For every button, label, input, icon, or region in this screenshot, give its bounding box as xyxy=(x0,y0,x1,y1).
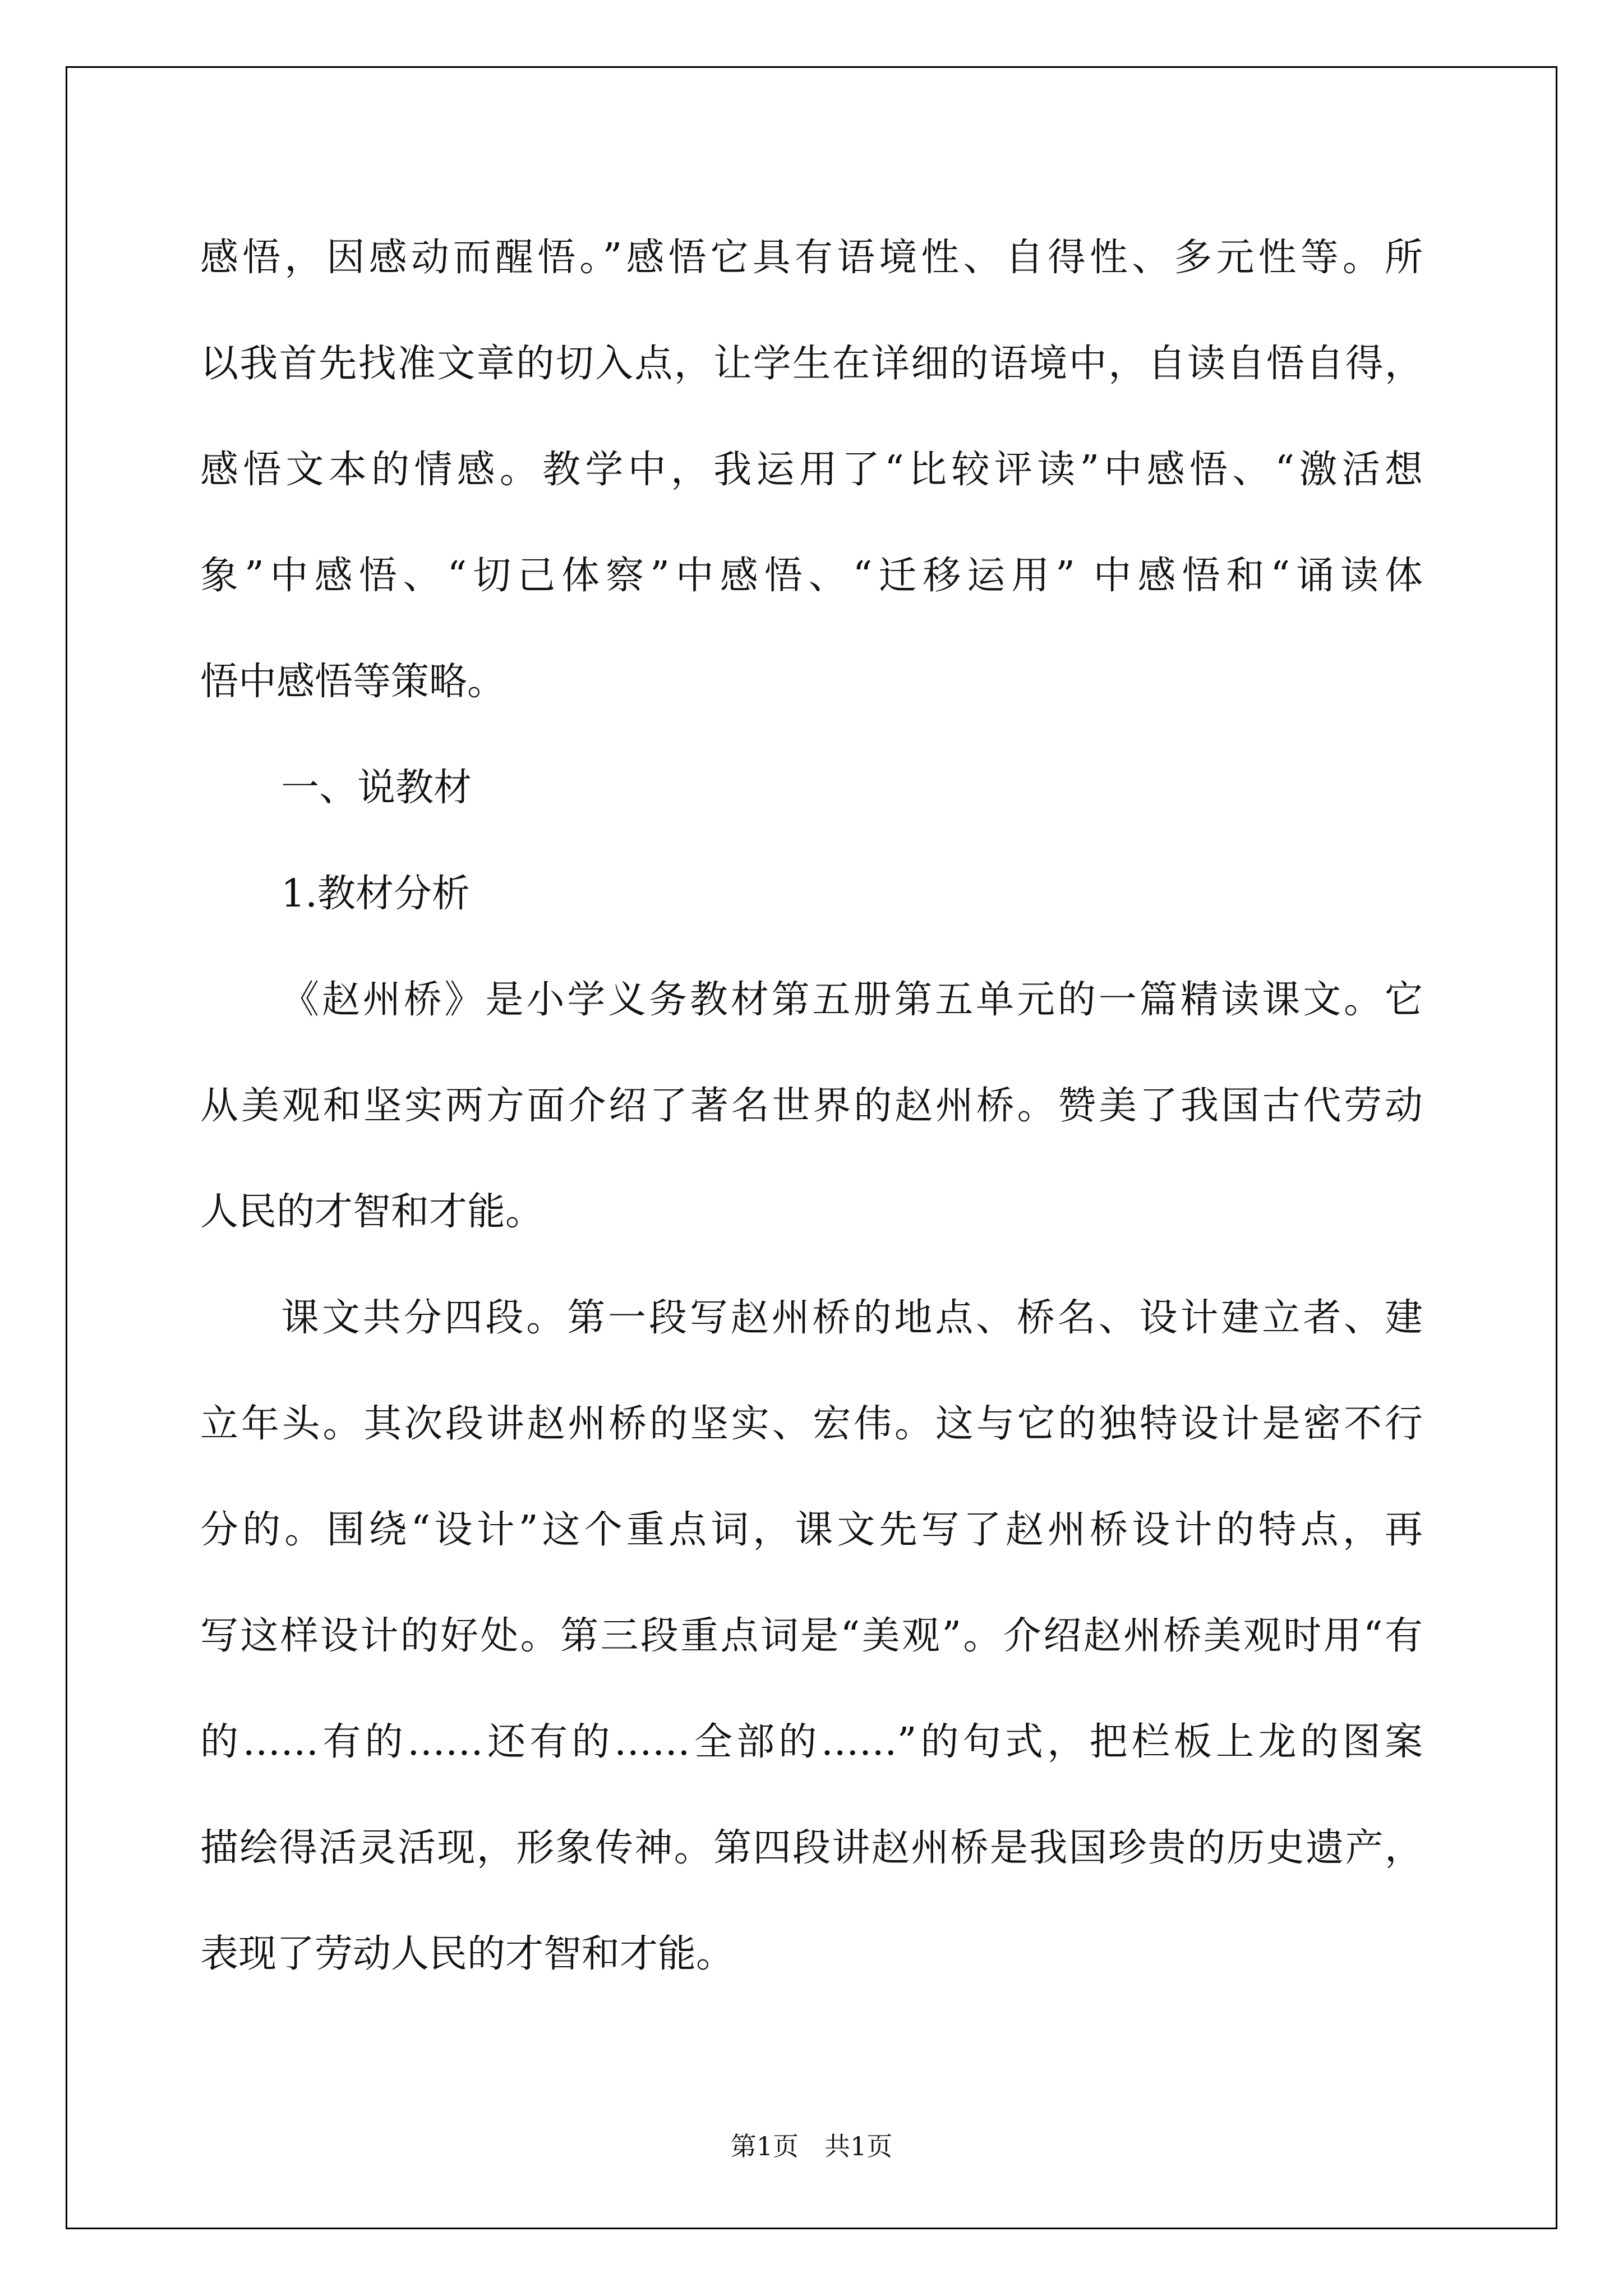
text-line-3: 感悟文本的情感。教学中，我运用了“比较评读”中感悟、“激活想 xyxy=(200,448,1423,492)
text-line-10: 人民的才智和才能。 xyxy=(200,1190,544,1234)
document-body xyxy=(200,205,1423,2007)
subsection-heading: 1.教材分析 xyxy=(281,872,470,916)
page-number-footer: 第1页 共1页 xyxy=(730,2131,893,2161)
text-line-11: 课文共分四段。第一段写赵州桥的地点、桥名、设计建立者、建 xyxy=(281,1296,1423,1340)
text-line-15: 的……有的……还有的……全部的……”的句式，把栏板上龙的图案 xyxy=(200,1720,1423,1764)
text-line-4: 象”中感悟、“切己体察”中感悟、“迁移运用” 中感悟和“诵读体 xyxy=(200,554,1423,598)
text-line-9: 从美观和坚实两方面介绍了著名世界的赵州桥。赞美了我国古代劳动 xyxy=(200,1084,1423,1128)
text-line-12: 立年头。其次段讲赵州桥的坚实、宏伟。这与它的独特设计是密不行 xyxy=(200,1402,1423,1446)
text-line-8: 《赵州桥》是小学义务教材第五册第五单元的一篇精读课文。它 xyxy=(281,978,1423,1022)
text-line-16: 描绘得活灵活现，形象传神。第四段讲赵州桥是我国珍贵的历史遗产， xyxy=(200,1826,1423,1870)
text-line-2: 以我首先找准文章的切入点，让学生在详细的语境中，自读自悟自得， xyxy=(200,342,1423,386)
section-heading: 一、说教材 xyxy=(281,766,472,810)
text-line-14: 写这样设计的好处。第三段重点词是“美观”。介绍赵州桥美观时用“有 xyxy=(200,1614,1423,1658)
text-line-13: 分的。围绕“设计”这个重点词，课文先写了赵州桥设计的特点，再 xyxy=(200,1508,1423,1552)
text-line-1: 感悟，因感动而醒悟。”感悟它具有语境性、自得性、多元性等。所 xyxy=(200,236,1423,280)
text-line-17: 表现了劳动人民的才智和才能。 xyxy=(200,1932,735,1976)
text-line-5: 悟中感悟等策略。 xyxy=(200,660,506,704)
